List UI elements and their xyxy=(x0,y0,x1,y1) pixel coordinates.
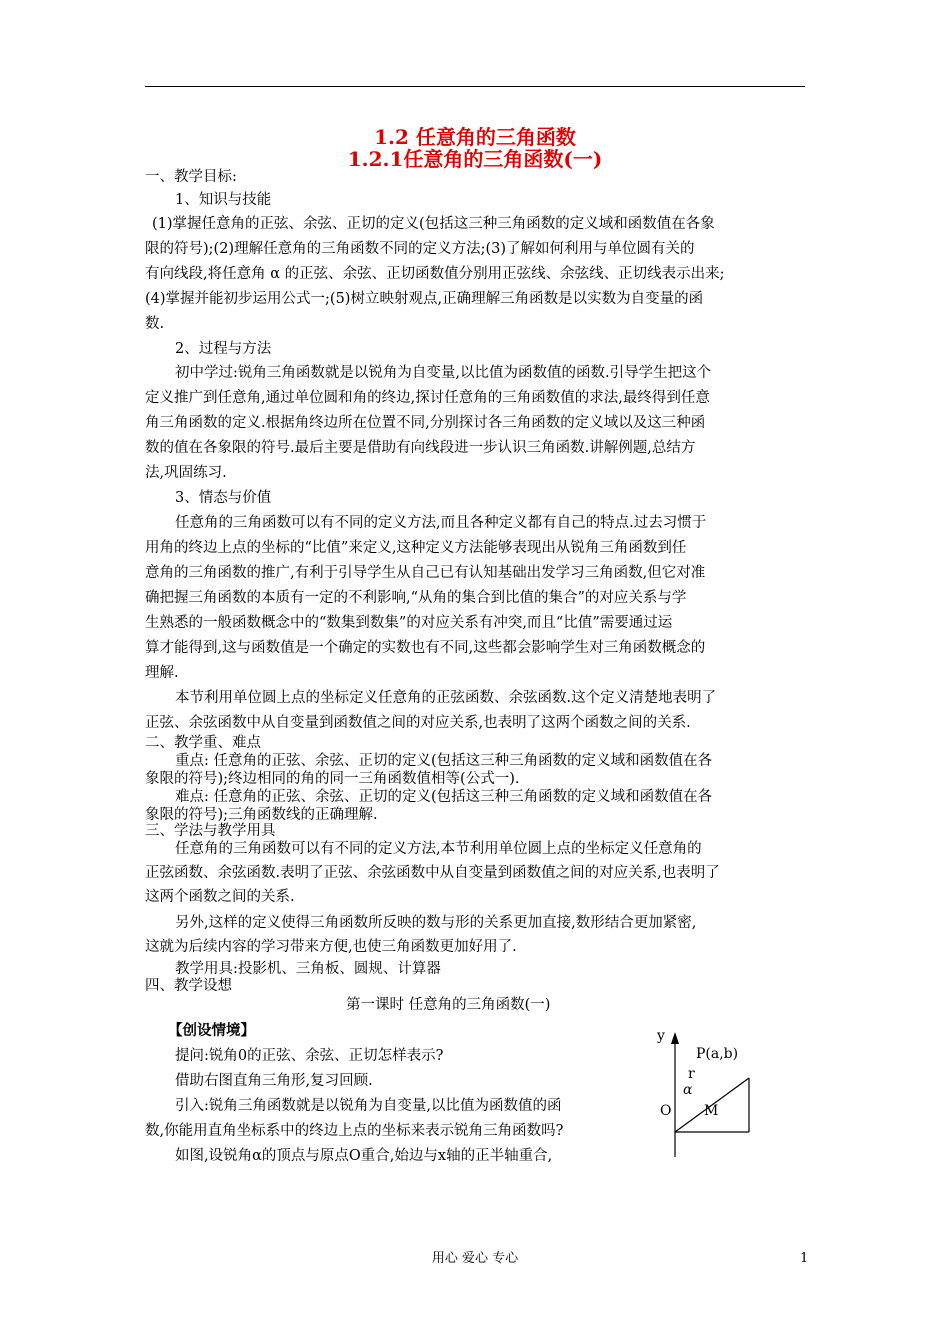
section-heading: 四、教学设想 xyxy=(145,978,232,994)
text-line: 生熟悉的一般函数概念中的“数集到数集”的对应关系有冲突,而且“比值”需要通过运 xyxy=(145,615,673,631)
text-line: 象限的符号);三角函数线的正确理解. xyxy=(145,807,378,823)
text-line: (1)掌握任意角的正弦、余弦、正切的定义(包括这三种三角函数的定义域和函数值在各象 xyxy=(152,216,715,232)
text-line: 另外,这样的定义使得三角函数所反映的数与形的关系更加直接,数形结合更加紧密, xyxy=(175,915,697,931)
text-line: 正弦函数、余弦函数.表明了正弦、余弦函数中从自变量到函数值之间的对应关系,也表明了 xyxy=(145,865,720,881)
y-axis-arrow xyxy=(671,1032,679,1044)
section-heading: 三、学法与教学用具 xyxy=(145,823,276,839)
text-line: 初中学过:锐角三角函数就是以锐角为自变量,以比值为函数值的函数.引导学生把这个 xyxy=(175,365,712,381)
footer-slogan: 用心 爱心 专心 xyxy=(431,1251,519,1266)
text-line: 限的符号);(2)理解任意角的三角函数不同的定义方法;(3)了解如何利用与单位圆有关的 xyxy=(145,241,695,257)
text-line: 有向线段,将任意角 α 的正弦、余弦、正切函数值分别用正弦线、余弦线、正切线表示出来; xyxy=(145,266,725,282)
triangle-figure xyxy=(650,1022,810,1167)
page-number: 1 xyxy=(800,1251,809,1266)
text-line: 数的值在各象限的符号.最后主要是借助有向线段进一步认识三角函数.讲解例题,总结方 xyxy=(145,440,696,456)
text-line: 象限的符号);终边相同的角的同一三角函数值相等(公式一). xyxy=(145,771,520,787)
text-line: 任意角的三角函数可以有不同的定义方法,本节利用单位圆上点的坐标定义任意角的 xyxy=(175,841,702,857)
text-line: 难点: 任意角的正弦、余弦、正切的定义(包括这三种三角函数的定义域和函数值在各 xyxy=(175,789,713,805)
text-line: 这两个函数之间的关系. xyxy=(145,889,295,905)
text-line: 这就为后续内容的学习带来方便,也使三角函数更加好用了. xyxy=(145,939,517,955)
text-line: 数,你能用直角坐标系中的终边上点的坐标来表示锐角三角函数吗? xyxy=(145,1123,564,1139)
text-line: 确把握三角函数的本质有一定的不利影响,“从角的集合到比值的集合”的对应关系与学 xyxy=(145,590,687,606)
text-line: 如图,设锐角α的顶点与原点O重合,始边与x轴的正半轴重合, xyxy=(175,1148,553,1164)
point-m-label: M xyxy=(704,1103,719,1119)
text-line: 法,巩固练习. xyxy=(145,465,227,481)
origin-label: O xyxy=(660,1103,672,1119)
text-line: 任意角的三角函数可以有不同的定义方法,而且各种定义都有自己的特点.过去习惯于 xyxy=(175,515,707,531)
subsection-heading: 2、过程与方法 xyxy=(175,341,272,357)
right-triangle-diagram xyxy=(650,1022,810,1167)
text-line: 教学用具:投影机、三角板、圆规、计算器 xyxy=(175,961,441,977)
subsection-heading: 1、知识与技能 xyxy=(175,192,272,208)
text-line: 用角的终边上点的坐标的“比值”来定义,这种定义方法能够表现出从锐角三角函数到任 xyxy=(145,540,687,556)
text-line: 引入:锐角三角函数就是以锐角为自变量,以比值为函数值的函 xyxy=(175,1098,562,1114)
text-line: 算才能得到,这与函数值是一个确定的实数也有不同,这些都会影响学生对三角函数概念的 xyxy=(145,640,706,656)
header-rule xyxy=(145,86,805,87)
text-line: 正弦、余弦函数中从自变量到函数值之间的对应关系,也表明了这两个函数之间的关系. xyxy=(145,715,691,731)
text-line: 理解. xyxy=(145,665,179,681)
section-heading: 一、教学目标: xyxy=(145,169,237,185)
section-heading: 二、教学重、难点 xyxy=(145,735,261,751)
text-line: 定义推广到任意角,通过单位圆和角的终边,探讨任意角的三角函数值的求法,最终得到任意 xyxy=(145,390,710,406)
document-title: 1.2 任意角的三角函数 xyxy=(374,125,576,149)
text-line: 角三角函数的定义.根据角终边所在位置不同,分别探讨各三角函数的定义域以及这三种函 xyxy=(145,415,706,431)
text-line: 意角的三角函数的推广,有利于引导学生从自己已有认知基础出发学习三角函数,但它对准 xyxy=(145,565,706,581)
point-p-label: P(a,b) xyxy=(696,1046,739,1062)
text-line: 数. xyxy=(145,316,165,332)
text-line: (4)掌握并能初步运用公式一;(5)树立映射观点,正确理解三角函数是以实数为自变量的函 xyxy=(145,291,704,307)
lesson-heading: 第一课时 任意角的三角函数(一) xyxy=(346,997,551,1013)
text-line: 本节利用单位圆上点的坐标定义任意角的正弦函数、余弦函数.这个定义清楚地表明了 xyxy=(175,690,717,706)
radius-label: r xyxy=(688,1066,695,1082)
scenario-heading: 【创设情境】 xyxy=(168,1022,255,1039)
subsection-heading: 3、情态与价值 xyxy=(175,490,272,506)
document-subtitle: 1.2.1任意角的三角函数(一) xyxy=(347,147,603,171)
text-line: 提问:锐角0的正弦、余弦、正切怎样表示? xyxy=(175,1048,444,1064)
text-line: 借助右图直角三角形,复习回顾. xyxy=(175,1073,373,1089)
text-line: 重点: 任意角的正弦、余弦、正切的定义(包括这三种三角函数的定义域和函数值在各 xyxy=(175,753,713,769)
y-axis-label: y xyxy=(657,1028,665,1044)
alpha-label: α xyxy=(683,1082,693,1098)
